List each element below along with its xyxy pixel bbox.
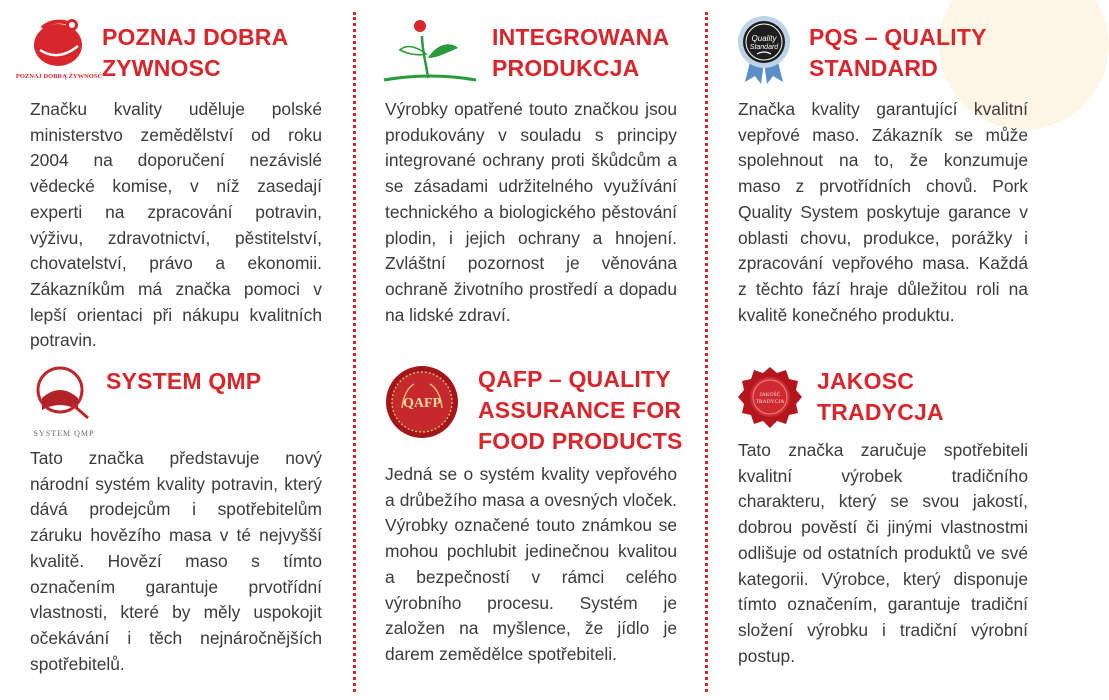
column-divider (705, 12, 708, 692)
qafp-seal-icon (384, 364, 464, 440)
logo-caption: Quality (751, 34, 777, 43)
card-body: Tato značka představuje nový národní systém kvality potravin, který dává prodejcům i spotřebitelům záruku hovězího masa v té nejvyšší kvalitě. Hovězí maso s tímto označením garantuje prvotřídní vlastnosti, které by měly uspokojit očekávání i těch nejnáročnějších spotřebitelů. (30, 448, 322, 674)
card-title: QAFP – QUALITY ASSURANCE FOR FOOD PRODUCTS (478, 366, 683, 454)
column-divider (353, 12, 356, 692)
system-qmp-logo-icon (28, 362, 102, 440)
card-body: Tato značka zaručuje spotřebiteli kvalitní výrobek tradičního charakteru, který se svou jakostí, dobrou pověstí či jinými vlastnostmi odlišuje od ostatních produktů ve své kategorii. Výrobce, který disponuje tímto označením, garantuje tradiční složení výrobku i tradiční výrobní postup. (738, 440, 1028, 666)
logo-caption: QAFP (402, 396, 442, 411)
poznaj-dobra-zywnosc-logo-icon (15, 18, 103, 82)
logo-caption: JAKOŚĆ (759, 392, 781, 398)
card-body: Značku kvality uděluje polské ministerstvo zemědělství od roku 2004 na doporučení nezávislé vědecké komise, v níž zasedají experti na zpracování potravin, výživu, zdravotnictví, pěstitelství, chovatelství, právo a ekonomii. Zákazníkům má značka pomoci v lepší orientaci při nákupu kvalitních potravin. (30, 99, 322, 351)
card-title: JAKOSC TRADYCJA (817, 368, 944, 425)
card-title: INTEGROWANA PRODUKCJA (492, 24, 670, 81)
logo-caption: TRADYCJA (755, 399, 785, 405)
logo-caption: Standard (749, 44, 779, 51)
pqs-rosette-icon (735, 14, 793, 84)
card-body: Výrobky opatřené touto značkou jsou produkovány v souladu s principy integrované ochrany proti škůdcům a se zásadami udržitelného využívání technického a biologického pěstování plodin, i jejich ochrany a hnojení. Zvláštní pozornost je věnována ochraně životního prostředí a dopadu na lidské zdraví. (385, 99, 677, 325)
card-title: POZNAJ DOBRA ZYWNOSC (102, 24, 289, 81)
card-body: Jedná se o systém kvality vepřového a drůbežího masa a ovesných vloček. Výrobky označené touto známkou se mohou pochlubit jedinečnou kvalitou a bezpečností v rámci celého výrobního procesu. Systém je založen na myšlence, že jídlo je darem zemědělce spotřebiteli. (385, 464, 677, 664)
card-title: SYSTEM QMP (106, 368, 262, 394)
card-title: PQS – QUALITY STANDARD (809, 24, 987, 81)
logo-caption: POZNAJ DOBRĄ ŻYWNOŚĆ (15, 73, 103, 80)
card-body: Značka kvality garantující kvalitní vepřové maso. Zákazník se může spolehnout na to, že konzumuje maso z prvotřídních chovů. Pork Quality System poskytuje garance v oblasti chovu, produkce, porážky i zpracování vepřového masa. Každá z těchto fází hraje důležitou roli na kvalitě konečného produktu. (738, 99, 1028, 325)
logo-caption: SYSTEM QMP (33, 429, 95, 438)
integrowana-produkcja-logo-icon (382, 18, 478, 86)
jakosc-tradycja-seal-icon (735, 364, 805, 434)
